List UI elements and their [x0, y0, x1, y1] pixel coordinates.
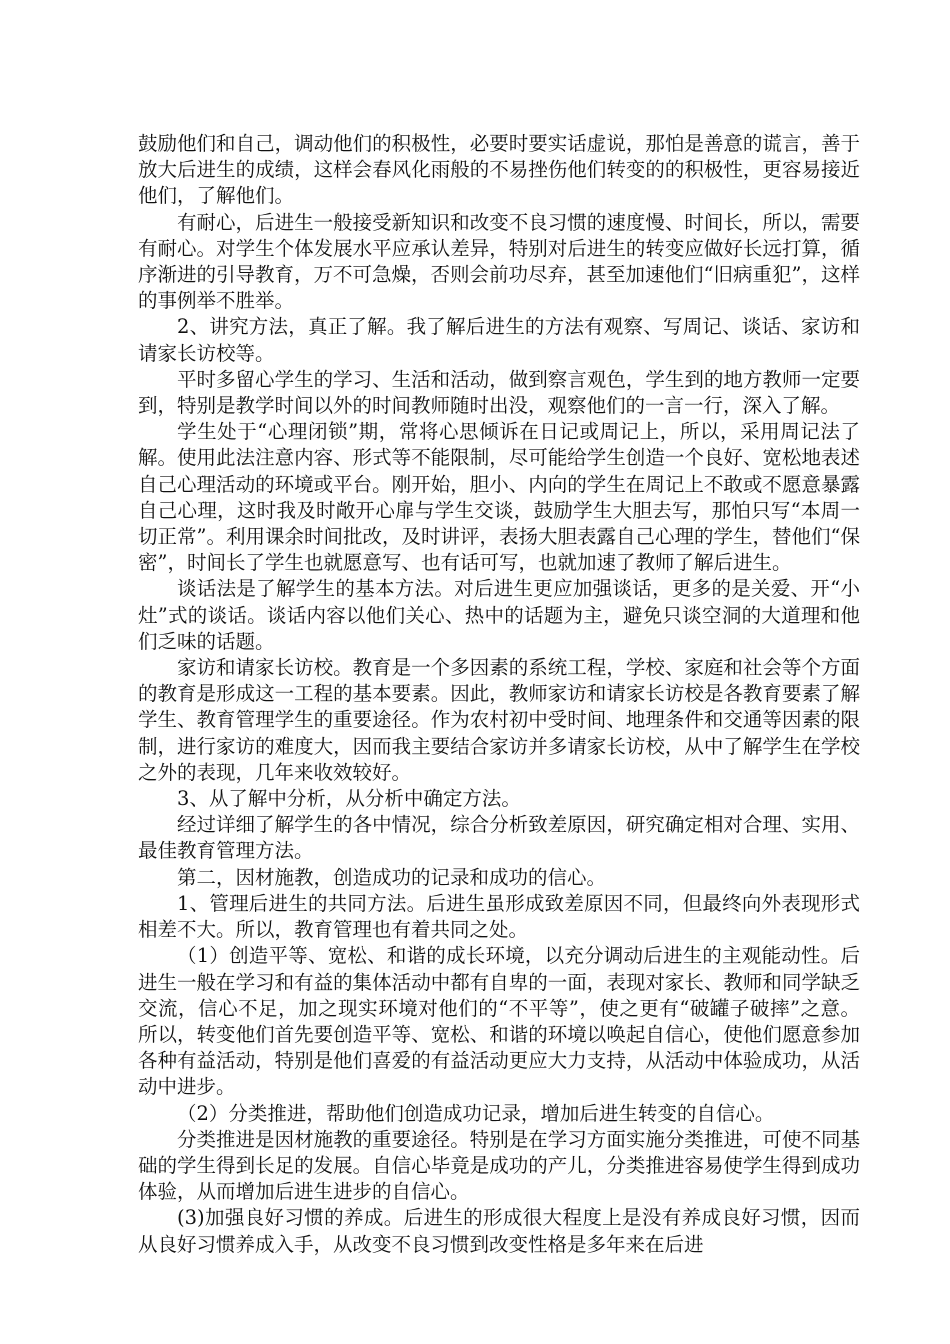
paragraph: 学生处于“心理闭锁”期，常将心思倾诉在日记或周记上，所以，采用周记法了解。使用此法注意内容、形式等不能限制，尽可能给学生创造一个良好、宽松地表述自己心理活动的环境或平台。刚开始，胆小、内向的学生在周记上不敢或不愿意暴露自己心理，这时我及时敞开心扉与学生交谈，鼓励学生大胆去写，那怕只写“本周一切正常”。利用课余时间批改，及时讲评，表扬大胆表露自己心理的学生，替他们“保密”，时间长了学生也就愿意写、也有话可写，也就加速了教师了解后进生。 — [138, 420, 860, 575]
paragraph: 经过详细了解学生的各中情况，综合分析致差原因，研究确定相对合理、实用、最佳教育管理方法。 — [138, 813, 860, 863]
paragraph: （2）分类推进，帮助他们创造成功记录，增加后进生转变的自信心。 — [177, 1101, 775, 1125]
document-body — [138, 131, 860, 1258]
paragraph: 平时多留心学生的学习、生活和活动，做到察言观色，学生到的地方教师一定要到，特别是教学时间以外的时间教师随时出没，观察他们的一言一行，深入了解。 — [138, 367, 860, 418]
paragraph: (3)加强良好习惯的养成。后进生的形成很大程度上是没有养成良好习惯，因而从良好习惯养成入手，从改变不良习惯到改变性格是多年来在后进 — [138, 1206, 860, 1256]
paragraph: 1、管理后进生的共同方法。后进生虽形成致差原因不同，但最终向外表现形式相差不大。所以，教育管理也有着共同之处。 — [138, 891, 860, 942]
paragraph: 第二，因材施教，创造成功的记录和成功的信心。 — [177, 865, 607, 889]
paragraph: 家访和请家长访校。教育是一个多因素的系统工程，学校、家庭和社会等个方面的教育是形成这一工程的基本要素。因此，教师家访和请家长访校是各教育要素了解学生、教育管理学生的重要途径。作为农村初中受时间、地理条件和交通等因素的限制，进行家访的难度大，因而我主要结合家访并多请家长访校，从中了解学生在学校之外的表现，几年来收效较好。 — [138, 656, 860, 784]
paragraph: 2、讲究方法，真正了解。我了解后进生的方法有观察、写周记、谈话、家访和请家长访校等。 — [138, 315, 860, 365]
paragraph: 鼓励他们和自己，调动他们的积极性，必要时要实话虚说，那怕是善意的谎言，善于放大后进生的成绩，这样会春风化雨般的不易挫伤他们转变的的积极性，更容易接近他们，了解他们。 — [138, 132, 860, 208]
paragraph: （1）创造平等、宽松、和谐的成长环境，以充分调动后进生的主观能动性。后进生一般在学习和有益的集体活动中都有自卑的一面，表现对家长、教师和同学缺乏交流，信心不足，加之现实环境对他们的“不平等”，使之更有“破罐子破摔”之意。所以，转变他们首先要创造平等、宽松、和谐的环境以唤起自信心，使他们愿意参加各种有益活动，特别是他们喜爱的有益活动更应大力支持，从活动中体验成功，从活动中进步。 — [138, 944, 860, 1099]
paragraph: 谈话法是了解学生的基本方法。对后进生更应加强谈话，更多的是关爱、开“小灶”式的谈话。谈话内容以他们关心、热中的话题为主，避免只谈空洞的大道理和他们乏味的话题。 — [138, 577, 860, 653]
paragraph: 有耐心，后进生一般接受新知识和改变不良习惯的速度慢、时间长，所以，需要有耐心。对学生个体发展水平应承认差异，特别对后进生的转变应做好长远打算，循序渐进的引导教育，万不可急燥，否则会前功尽弃，甚至加速他们“旧病重犯”，这样的事例举不胜举。 — [138, 210, 860, 313]
paragraph: 分类推进是因材施教的重要途径。特别是在学习方面实施分类推进，可使不同基础的学生得到长足的发展。自信心毕竟是成功的产儿，分类推进容易使学生得到成功体验，从而增加后进生进步的自信心。 — [138, 1127, 860, 1204]
paragraph: 3、从了解中分析，从分析中确定方法。 — [177, 787, 521, 811]
